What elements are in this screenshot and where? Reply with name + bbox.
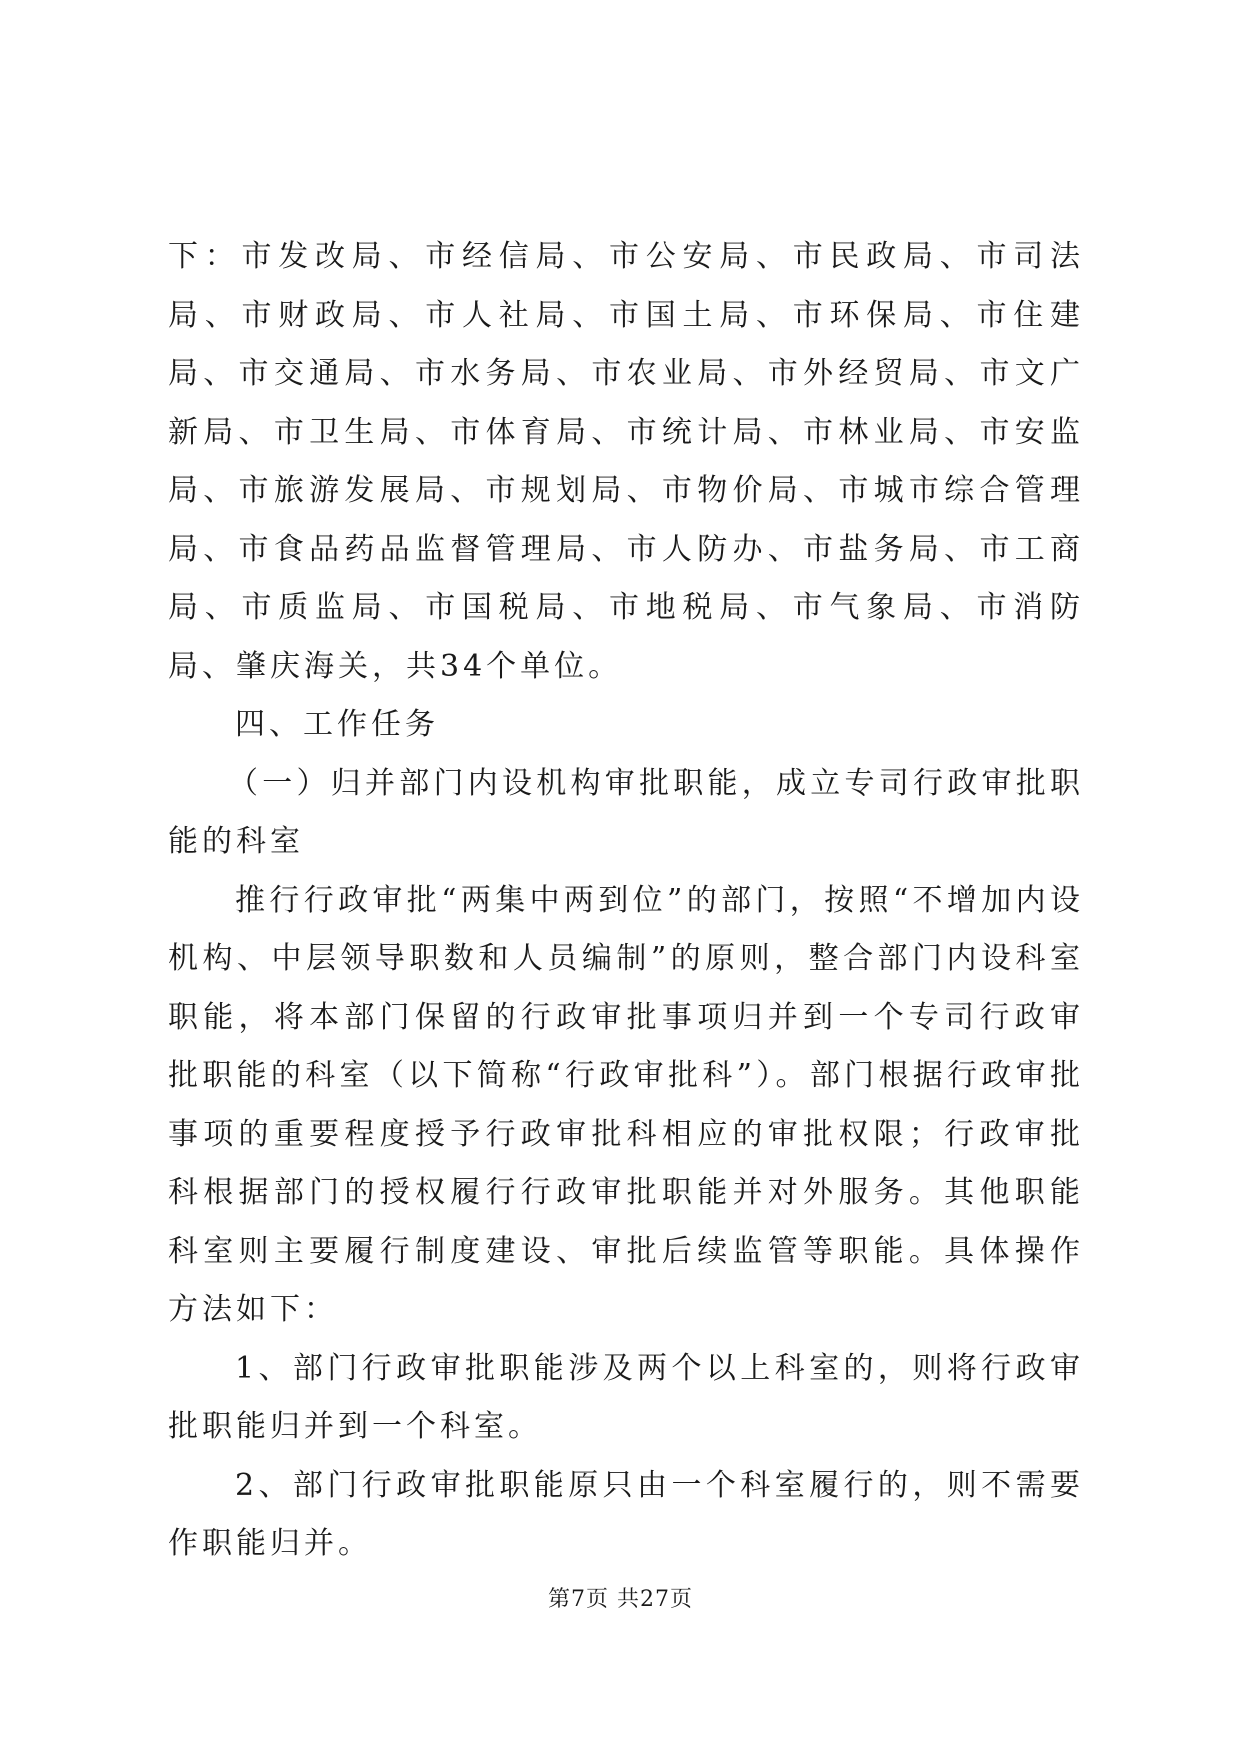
document-body bbox=[168, 228, 1084, 1574]
subsection-heading-1: （一）归并部门内设机构审批职能，成立专司行政审批职能的科室 bbox=[168, 765, 1084, 859]
page-number-footer: 第7页 共27页 bbox=[548, 1587, 693, 1612]
list-item-1: 1、部门行政审批职能涉及两个以上科室的，则将行政审批职能归并到一个科室。 bbox=[168, 1350, 1084, 1444]
paragraph-agency-list: 下：市发改局、市经信局、市公安局、市民政局、市司法局、市财政局、市人社局、市国土局、市环保局、市住建局、市交通局、市水务局、市农业局、市外经贸局、市文广新局、市卫生局、市体育局、市统计局、市林业局、市安监局、市旅游发展局、市规划局、市物价局、市城市综合管理局、市食品药品监督管理局、市人防办、市盐务局、市工商局、市质监局、市国税局、市地税局、市气象局、市消防局、肇庆海关，共34个单位。 bbox=[168, 239, 1084, 684]
list-item-2: 2、部门行政审批职能原只由一个科室履行的，则不需要作职能归并。 bbox=[168, 1467, 1084, 1561]
paragraph-body: 推行行政审批“两集中两到位”的部门，按照“不增加内设机构、中层领导职数和人员编制”的原则，整合部门内设科室职能，将本部门保留的行政审批事项归并到一个专司行政审批职能的科室（以下简称“行政审批科”）。部门根据行政审批事项的重要程度授予行政审批科相应的审批权限；行政审批科根据部门的授权履行行政审批职能并对外服务。其他职能科室则主要履行制度建设、审批后续监管等职能。具体操作方法如下： bbox=[168, 882, 1084, 1327]
section-heading-work-tasks: 四、工作任务 bbox=[235, 707, 439, 742]
